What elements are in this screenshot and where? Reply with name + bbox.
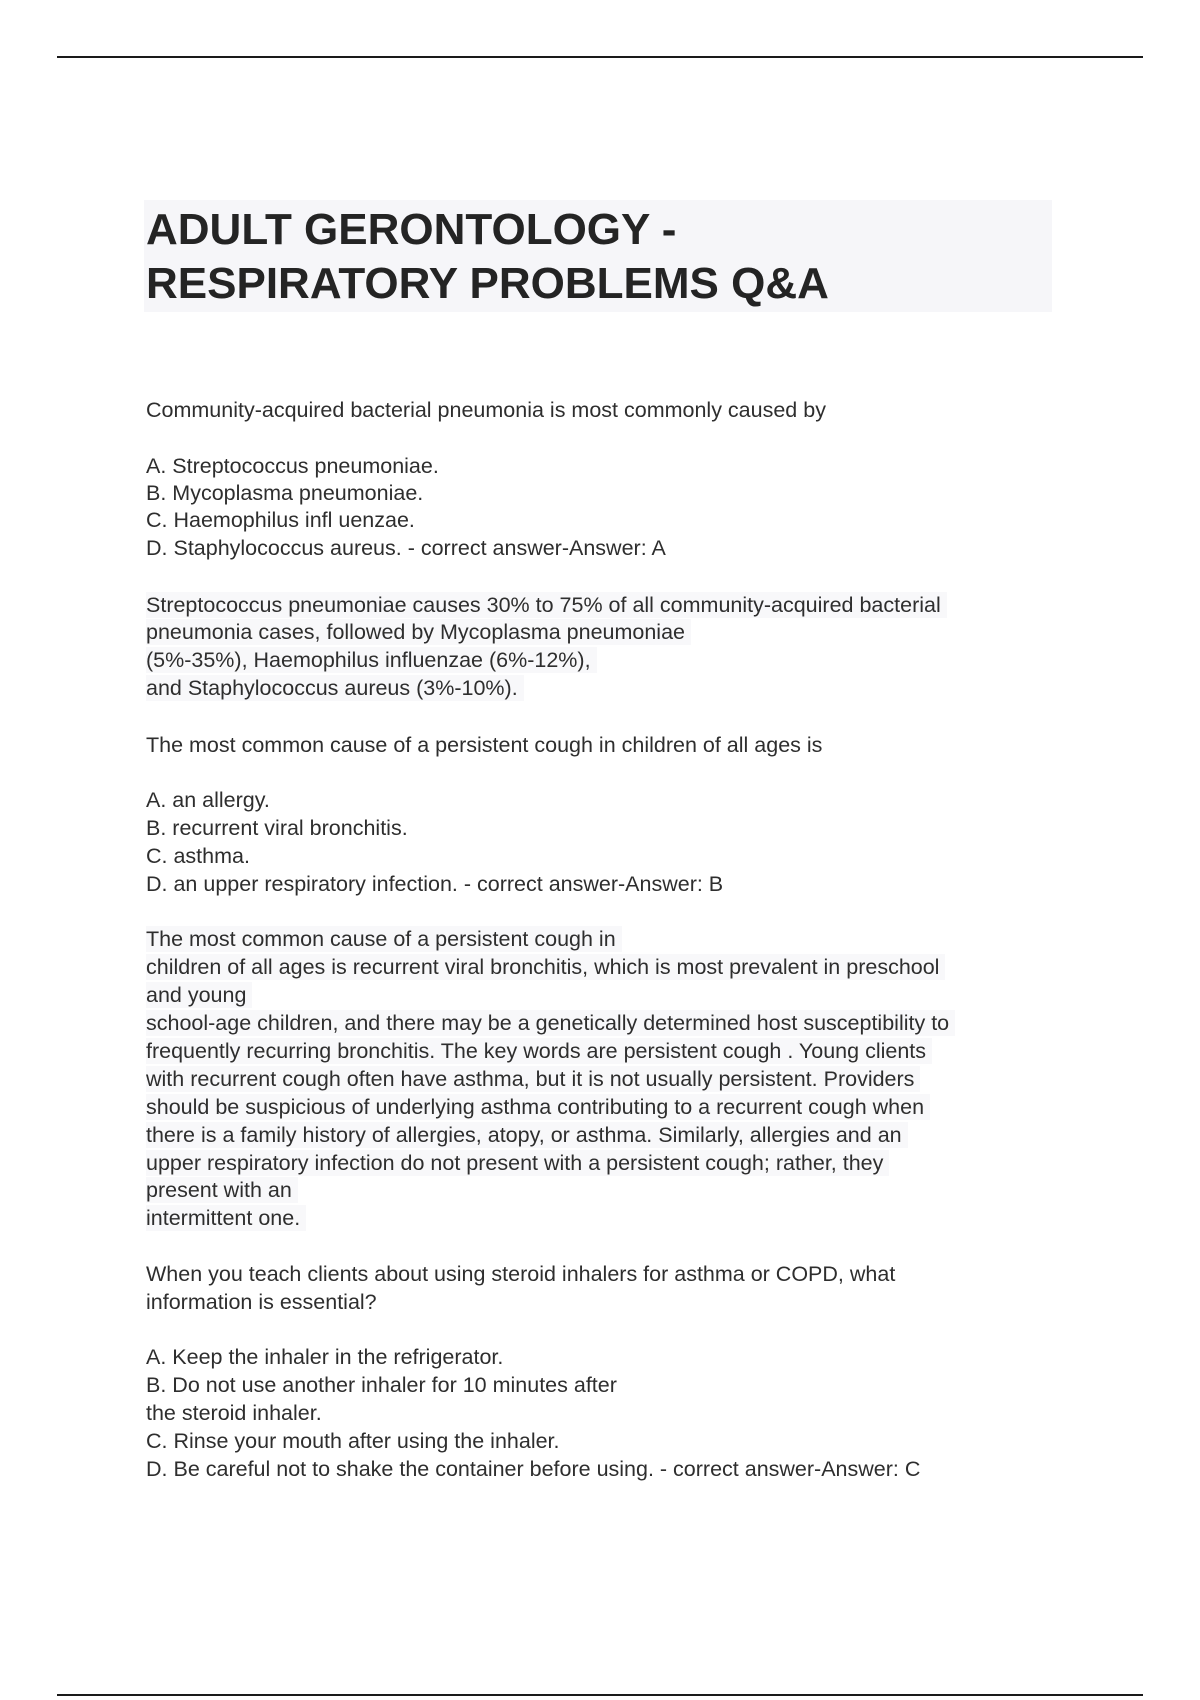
answer-option: C. Haemophilus infl uenzae. — [146, 508, 415, 532]
question-stem: Community-acquired bacterial pneumonia is most commonly caused by — [146, 398, 826, 422]
question-stem: When you teach clients about using steroid inhalers for asthma or COPD, what — [146, 1262, 896, 1286]
answer-option: A. an allergy. — [146, 788, 270, 812]
explanation-line: should be suspicious of underlying asthma contributing to a recurrent cough when — [146, 1094, 930, 1120]
explanation-line: present with an — [146, 1177, 298, 1203]
answer-option: D. an upper respiratory infection. - correct answer-Answer: B — [146, 872, 724, 896]
explanation-line: Streptococcus pneumoniae causes 30% to 75% of all community-acquired bacterial — [146, 592, 947, 618]
answer-option: D. Staphylococcus aureus. - correct answer-Answer: A — [146, 536, 666, 560]
answer-option: A. Streptococcus pneumoniae. — [146, 454, 439, 478]
answer-option: B. recurrent viral bronchitis. — [146, 816, 408, 840]
answer-option: A. Keep the inhaler in the refrigerator. — [146, 1345, 504, 1369]
explanation-line: upper respiratory infection do not present with a persistent cough; rather, they — [146, 1150, 889, 1176]
explanation-line: The most common cause of a persistent cough in — [146, 926, 622, 952]
answer-option: D. Be careful not to shake the container before using. - correct answer-Answer: C — [146, 1457, 921, 1481]
answer-option: B. Do not use another inhaler for 10 minutes after — [146, 1373, 617, 1397]
explanation-line: school-age children, and there may be a genetically determined host susceptibility to — [146, 1010, 955, 1036]
question-stem: The most common cause of a persistent cough in children of all ages is — [146, 733, 823, 757]
bottom-rule — [57, 1694, 1143, 1696]
document-title — [144, 200, 1052, 312]
answer-option: C. asthma. — [146, 844, 250, 868]
explanation-line: there is a family history of allergies, atopy, or asthma. Similarly, allergies and an — [146, 1122, 908, 1148]
explanation-line: (5%-35%), Haemophilus influenzae (6%-12%), — [146, 647, 597, 673]
answer-option: the steroid inhaler. — [146, 1401, 322, 1425]
explanation-line: children of all ages is recurrent viral bronchitis, which is most prevalent in preschool — [146, 954, 945, 980]
top-rule — [57, 56, 1143, 58]
explanation-line: with recurrent cough often have asthma, but it is not usually persistent. Providers — [146, 1066, 920, 1092]
explanation-line: and young — [146, 982, 252, 1008]
explanation-line: and Staphylococcus aureus (3%-10%). — [146, 675, 524, 701]
explanation-line: frequently recurring bronchitis. The key words are persistent cough . Young clients — [146, 1038, 932, 1064]
question-stem: information is essential? — [146, 1290, 377, 1314]
title-line: ADULT GERONTOLOGY - — [146, 205, 677, 254]
answer-option: C. Rinse your mouth after using the inhaler. — [146, 1429, 560, 1453]
answer-option: B. Mycoplasma pneumoniae. — [146, 481, 424, 505]
explanation-line: intermittent one. — [146, 1205, 306, 1231]
title-line: RESPIRATORY PROBLEMS Q&A — [146, 259, 829, 308]
explanation-line: pneumonia cases, followed by Mycoplasma pneumoniae — [146, 619, 691, 645]
